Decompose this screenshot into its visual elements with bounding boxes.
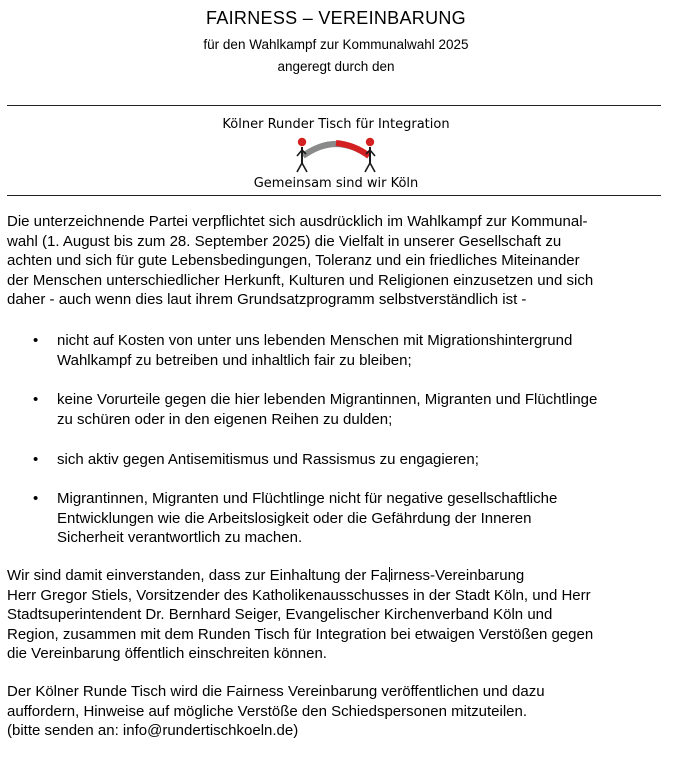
intro-line: achten und sich für gute Lebensbedingungen, Toleranz und ein friedliches Miteinander (7, 252, 580, 270)
organization-slogan: Gemeinsam sind wir Köln (253, 176, 419, 191)
agreement-line-start: Wir sind damit einverstanden, dass zur Einhaltung der Fa (7, 567, 389, 584)
bullet-item-1 (57, 331, 667, 370)
bullet-line: Entwicklungen wie die Arbeitslosigkeit oder die Gefährdung der Inneren (57, 509, 532, 527)
agreement-line: Stadtsuperintendent Dr. Bernhard Seiger, Evangelischer Kirchenverband Köln und (7, 606, 553, 624)
document-title: FAIRNESS – VEREINBARUNG (206, 8, 466, 28)
agreement-line-end: irness-Vereinbarung (390, 567, 525, 584)
top-divider (7, 105, 661, 106)
closing-line: Der Kölner Runde Tisch wird die Fairness Vereinbarung veröffentlichen und dazu (7, 683, 545, 700)
agreement-line: Region, zusammen mit dem Runden Tisch für Integration bei etwaigen Verstößen gegen (7, 625, 594, 643)
closing-paragraph (7, 682, 663, 741)
bullet-line: nicht auf Kosten von unter uns lebenden Menschen mit Migrationshintergrund (57, 332, 573, 349)
bullet-line: sich aktiv gegen Antisemitismus und Rassismus zu engagieren; (57, 451, 479, 468)
bottom-divider (7, 195, 661, 196)
bullet-item-2 (57, 390, 667, 429)
intro-line: wahl (1. August bis zum 28. September 2025) die Vielfalt in unserer Gesellschaft zu (7, 232, 562, 250)
document-subtitle: für den Wahlkampf zur Kommunalwahl 2025 (203, 37, 469, 52)
contact-email-line: (bitte senden an: info@rundertischkoeln.de) (7, 722, 299, 740)
bullet-item-3 (57, 450, 667, 470)
bullet-line: Wahlkampf zu betreiben und inhaltlich fair zu bleiben; (57, 351, 412, 369)
agreement-line: die Vereinbarung öffentlich einschreiten können. (7, 645, 327, 663)
intro-line: daher - auch wenn dies laut ihrem Grundsatzprogramm selbstverständlich ist - (7, 291, 527, 309)
closing-line: auffordern, Hinweise auf mögliche Verstöße den Schiedspersonen mitzuteilen. (7, 702, 528, 720)
bullet-marker: • (33, 391, 39, 408)
agreement-paragraph[interactable] (7, 566, 663, 664)
bullet-marker: • (33, 490, 39, 507)
bullet-marker: • (33, 451, 39, 468)
bullet-line: keine Vorurteile gegen die hier lebenden Migrantinnen, Migranten und Flüchtlinge (57, 391, 598, 408)
two-figures-holding-arch-logo-icon (293, 134, 379, 174)
bullet-line: zu schüren oder in den eigenen Reihen zu dulden; (57, 410, 393, 428)
bullet-line: Sicherheit verantwortlich zu machen. (57, 529, 303, 547)
organization-name: Kölner Runder Tisch für Integration (222, 117, 450, 132)
agreement-line: Herr Gregor Stiels, Vorsitzender des Katholikenausschusses in der Stadt Köln, und Herr (7, 586, 591, 604)
intro-line: der Menschen unterschiedlicher Herkunft, Kulturen und Religionen einzusetzen und sich (7, 271, 594, 289)
bullet-line: Migrantinnen, Migranten und Flüchtlinge nicht für negative gesellschaftliche (57, 490, 558, 507)
intro-line: Die unterzeichnende Partei verpflichtet sich ausdrücklich im Wahlkampf zur Kommunal- (7, 213, 588, 230)
bullet-marker: • (33, 332, 39, 349)
bullet-item-4 (57, 489, 667, 548)
intro-paragraph (7, 212, 663, 310)
document-subtitle-initiator: angeregt durch den (277, 59, 395, 74)
